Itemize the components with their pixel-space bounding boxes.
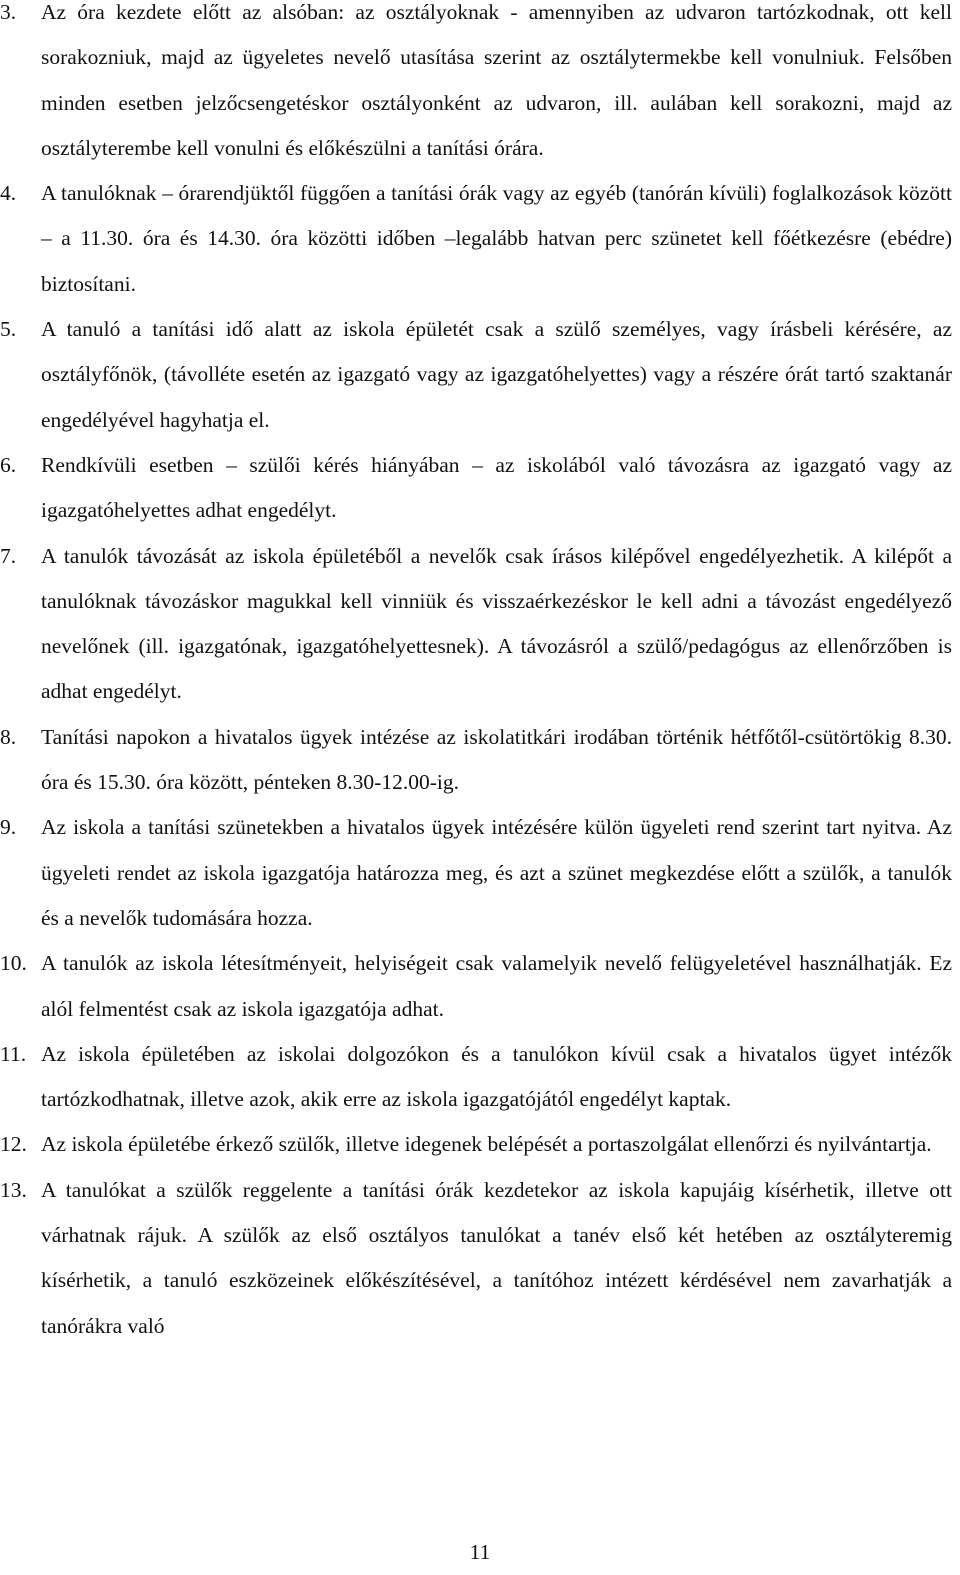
list-item — [0, 805, 960, 941]
list-item — [0, 941, 960, 1032]
item-number: 7. — [0, 543, 17, 568]
item-text: A tanulókat a szülők reggelente a tanítási órák kezdetekor az iskola kapujáig kísérhetik, illetve ott várhatnak rájuk. A szülők az első osztályos tanulókat a tanév első két hetében az osztályteremig kísérhetik, a tanuló eszközeinek előkészítésével, a tanítóhoz intézett kérdésével nem zavarhatják a tanórákra való — [41, 1177, 952, 1338]
list-item — [0, 1168, 960, 1349]
item-number: 10. — [0, 951, 27, 976]
item-number: 3. — [0, 0, 17, 24]
item-text: Az iskola épületében az iskolai dolgozókon és a tanulókon kívül csak a hivatalos ügyet intézők tartózkodhatnak, illetve azok, akik erre az iskola igazgatójától engedélyt kaptak. — [41, 1041, 952, 1112]
list-item — [0, 534, 960, 715]
item-number: 11. — [0, 1041, 27, 1066]
list-item — [0, 0, 960, 171]
item-number: 8. — [0, 724, 17, 749]
item-text: Az iskola a tanítási szünetekben a hivatalos ügyek intézésére külön ügyeleti rend szerint tart nyitva. Az ügyeleti rendet az iskola igazgatója határozza meg, és azt a szünet megkezdése előtt a szülők, a tanulók és a nevelők tudomására hozza. — [41, 815, 952, 930]
item-number: 13. — [0, 1177, 27, 1202]
page-number: 11 — [469, 1540, 491, 1564]
list-item — [0, 443, 960, 534]
item-text: Tanítási napokon a hivatalos ügyek intézése az iskolatitkári irodában történik hétfőtől-csütörtökig 8.30. óra és 15.30. óra között, pénteken 8.30-12.00-ig. — [41, 724, 952, 795]
item-number: 4. — [0, 181, 17, 206]
item-text: Rendkívüli esetben – szülői kérés hiányában – az iskolából való távozásra az igazgató vagy az igazgatóhelyettes adhat engedélyt. — [41, 452, 952, 523]
item-number: 5. — [0, 317, 17, 342]
item-text: A tanulóknak – órarendjüktől függően a tanítási órák vagy az egyéb (tanórán kívüli) foglalkozások között – a 11.30. óra és 14.30. óra közötti időben –legalább hatvan perc szünetet kell főétkezésre (ebédre) biztosítani. — [41, 181, 952, 296]
item-text: A tanulók távozását az iskola épületéből a nevelők csak írásos kilépővel engedélyezhetik. A kilépőt a tanulóknak távozáskor magukkal kell vinniük és visszaérkezéskor le kell adni a távozást engedélyező nevelőnek (ill. igazgatónak, igazgatóhelyettesnek). A távozásról a szülő/pedagógus az ellenőrzőben is adhat engedélyt. — [41, 543, 952, 704]
list-item — [0, 171, 960, 307]
list-item — [0, 715, 960, 806]
item-number: 9. — [0, 815, 17, 840]
item-text: A tanuló a tanítási idő alatt az iskola épületét csak a szülő személyes, vagy írásbeli kérésére, az osztályfőnök, (távolléte esetén az igazgató vagy az igazgatóhelyettes) vagy a részére órát tartó szaktanár engedélyével hagyhatja el. — [41, 317, 952, 432]
list-item — [0, 1122, 960, 1167]
list-item — [0, 307, 960, 443]
item-number: 12. — [0, 1132, 27, 1157]
list-item — [0, 1032, 960, 1123]
item-text: A tanulók az iskola létesítményeit, helyiségeit csak valamelyik nevelő felügyeletével használhatják. Ez alól felmentést csak az iskola igazgatója adhat. — [41, 951, 952, 1021]
item-number: 6. — [0, 452, 17, 477]
item-text: Az iskola épületébe érkező szülők, illetve idegenek belépését a portaszolgálat ellenőrzi és nyilvántartja. — [41, 1132, 932, 1157]
item-text: Az óra kezdete előtt az alsóban: az osztályoknak - amennyiben az udvaron tartózkodnak, ott kell sorakozniuk, majd az ügyeletes nevelő utasítása szerint az osztálytermekbe kell vonulniuk. Felsőben minden esetben jelzőcsengetéskor osztályonként az udvaron, ill. aulában kell sorakozni, majd az osztályterembe kell vonulni és előkészülni a tanítási órára. — [41, 0, 952, 160]
